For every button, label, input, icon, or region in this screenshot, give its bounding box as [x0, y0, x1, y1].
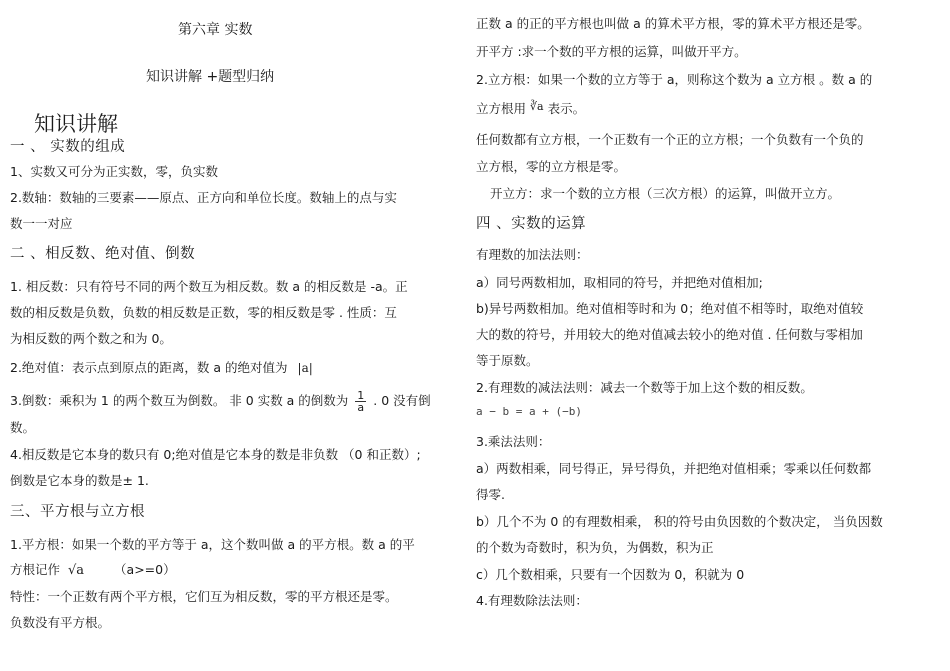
r-line-4-text-a: 立方根用: [476, 101, 527, 116]
r-line-15: a）两数相乘，同号得正，异号得负，并把绝对值相乘；零乘以任何数都: [476, 461, 872, 476]
r-line-13: 2.有理数的减法法则：减去一个数等于加上这个数的相反数。: [476, 380, 813, 395]
s2-line-4-text: 2.绝对值：表示点到原点的距离，数 a 的绝对值为: [10, 360, 288, 375]
s3-line-3: 特性：一个正数有两个平方根，它们互为相反数，零的平方根还是零。: [10, 589, 398, 604]
r-line-17: b）几个不为 0 的有理数相乘， 积的符号由负因数的个数决定， 当负因数: [476, 514, 883, 529]
r-line-3: 2.立方根：如果一个数的立方等于 a，则称这个数为 a 立方根 。数 a 的: [476, 72, 873, 87]
s2-line-5: [10, 387, 431, 415]
fraction-denominator: a: [357, 401, 365, 414]
main-heading: 知识讲解: [34, 112, 118, 136]
section-1-heading: 一 、 实数的组成: [10, 139, 126, 155]
r-line-16: 得零.: [476, 487, 505, 502]
s1-line-3: 数一一对应: [10, 216, 73, 231]
square-root-formula: √a: [68, 563, 85, 578]
s2-line-5-text-a: 3.倒数：乘积为 1 的两个数互为倒数。 非 0 实数 a 的倒数为: [10, 393, 349, 408]
s3-line-1: 1.平方根：如果一个数的平方等于 a，这个数叫做 a 的平方根。数 a 的平: [10, 537, 415, 552]
chapter-title: 第六章 实数: [178, 22, 253, 38]
absolute-value-formula: |a|: [297, 361, 313, 375]
r-line-1: 正数 a 的正的平方根也叫做 a 的算术平方根，零的算术平方根还是零。: [476, 16, 870, 31]
s2-line-2: 数的相反数是负数，负数的相反数是正数，零的相反数是零 . 性质：互: [10, 305, 397, 320]
s1-line-2: 2.数轴：数轴的三要素——原点、正方向和单位长度。数轴上的点与实: [10, 190, 397, 205]
s2-line-7: 4.相反数是它本身的数只有 0;绝对值是它本身的数是非负数 （0 和正数）;: [10, 447, 421, 462]
s3-line-4: 负数没有平方根。: [10, 615, 111, 630]
r-line-19: c）几个数相乘，只要有一个因数为 0，积就为 0: [476, 567, 745, 582]
s1-line-1: 1、实数又可分为正实数，零，负实数: [10, 164, 218, 179]
s3-line-2-text-b: （a>=0）: [114, 562, 176, 577]
s2-line-8: 倒数是它本身的数是± 1.: [10, 473, 149, 488]
section-4-heading: 四 、实数的运算: [476, 216, 587, 232]
r-line-4: [476, 101, 585, 118]
s3-line-2: [10, 562, 176, 579]
r-line-12: 等于原数。: [476, 353, 539, 368]
r-line-8: 有理数的加法法则：: [476, 247, 589, 262]
r-line-10: b)异号两数相加。绝对值相等时和为 0；绝对值不相等时，取绝对值较: [476, 301, 864, 316]
r-line-18: 的个数为奇数时，积为负，为偶数，积为正: [476, 540, 714, 555]
section-3-heading: 三、平方根与立方根: [10, 504, 145, 520]
r-line-6: 立方根，零的立方根是零。: [476, 159, 627, 174]
r-line-11: 大的数的符号，并用较大的绝对值减去较小的绝对值 . 任何数与零相加: [476, 327, 863, 342]
s2-line-3: 为相反数的两个数之和为 0。: [10, 331, 172, 346]
r-line-5: 任何数都有立方根，一个正数有一个正的立方根；一个负数有一个负的: [476, 132, 864, 147]
r-line-20: 4.有理数除法法则：: [476, 593, 588, 608]
r-line-2: 开平方 :求一个数的平方根的运算，叫做开平方。: [476, 44, 747, 59]
r-line-14: 3.乘法法则：: [476, 434, 551, 449]
reciprocal-fraction: [355, 390, 366, 413]
cube-root-formula: ∛a: [530, 100, 544, 113]
s3-line-2-text-a: 方根记作: [10, 562, 61, 577]
r-line-9: a）同号两数相加，取相同的符号，并把绝对值相加;: [476, 275, 763, 290]
subtraction-formula: a − b = a + (−b): [476, 405, 582, 418]
s2-line-4: [10, 360, 313, 376]
r-line-4-text-b: 表示。: [547, 101, 586, 116]
r-line-7: 开立方：求一个数的立方根（三次方根）的运算，叫做开立方。: [490, 186, 841, 201]
s2-line-5-text-b: . 0 没有倒: [373, 393, 431, 408]
page-subtitle: 知识讲解 +题型归纳: [146, 69, 275, 85]
s2-line-6: 数。: [10, 420, 36, 435]
section-2-heading: 二 、相反数、绝对值、倒数: [10, 246, 196, 262]
s2-line-1: 1. 相反数：只有符号不同的两个数互为相反数。数 a 的相反数是 -a。正: [10, 279, 408, 294]
fraction-numerator: 1: [357, 389, 365, 402]
